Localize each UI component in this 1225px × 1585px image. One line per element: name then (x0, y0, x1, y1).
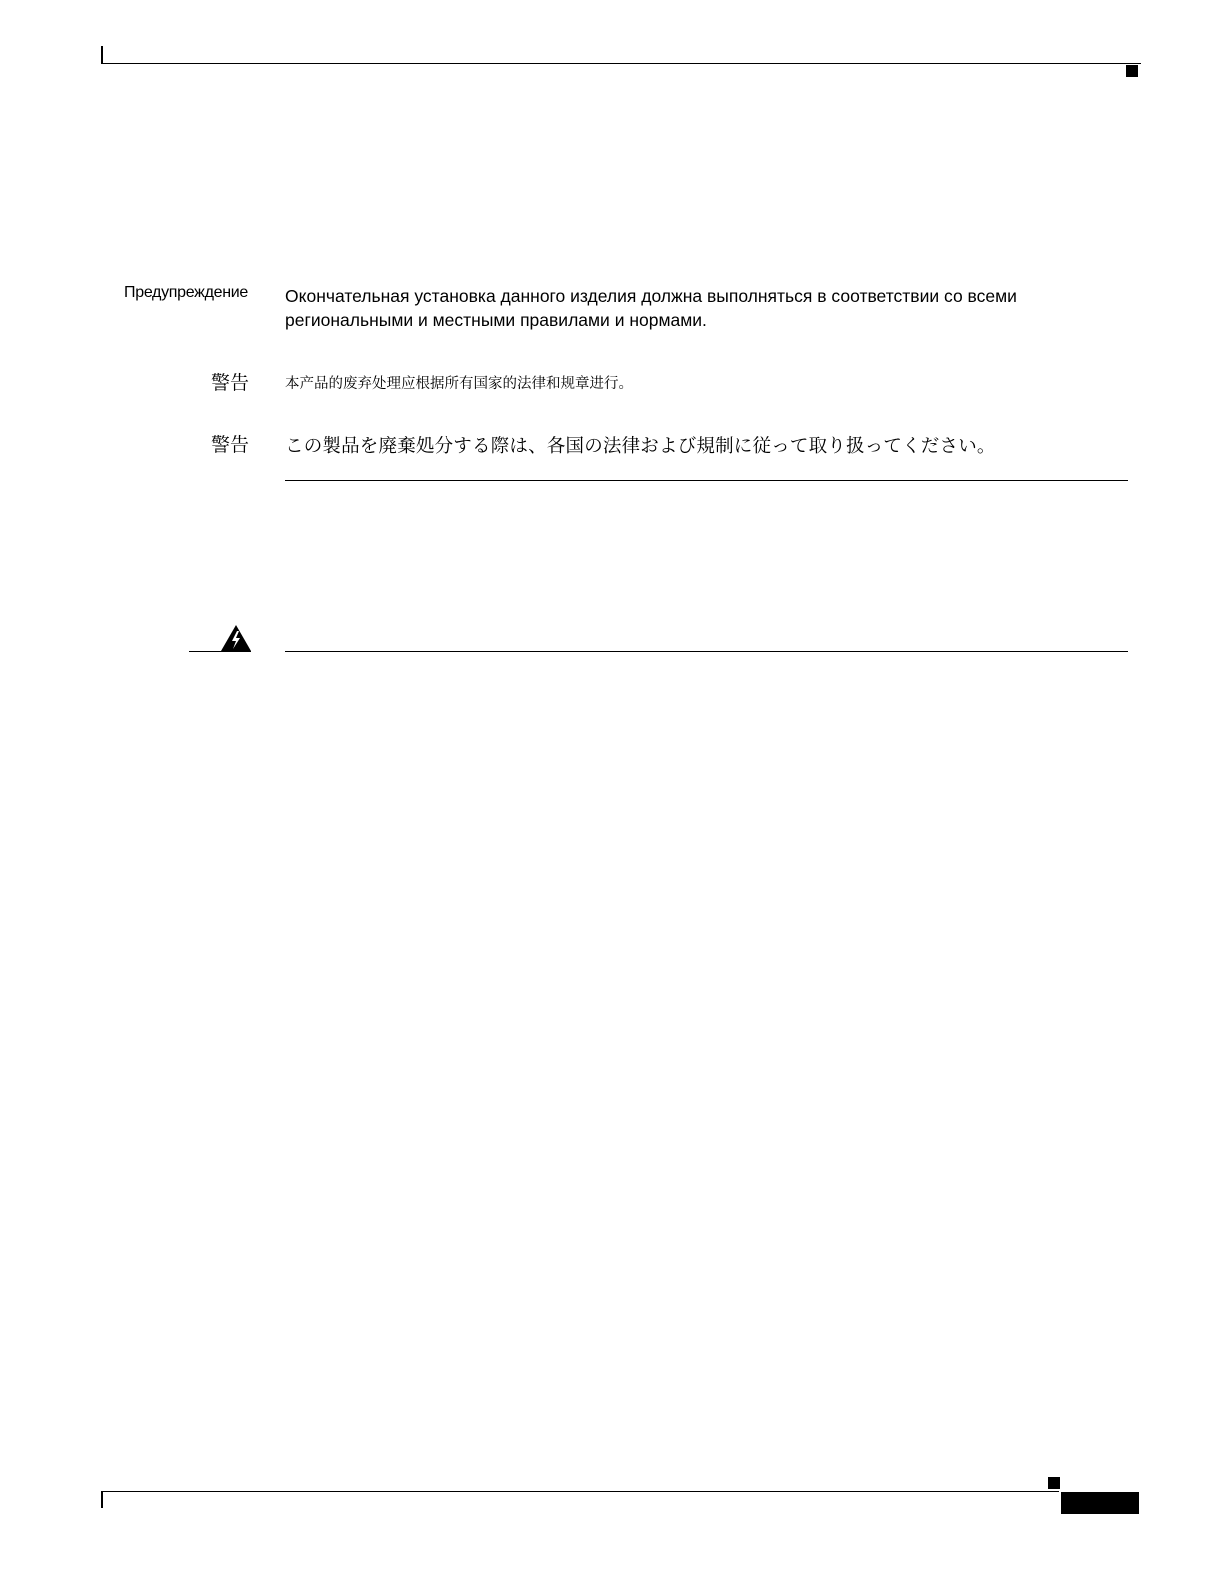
warning-triangle-icon (220, 624, 252, 652)
footer-page-tab (1061, 1492, 1139, 1514)
warning-text-japanese: この製品を廃棄処分する際は、各国の法律および規制に従って取り扱ってください。 (285, 436, 996, 457)
footer-corner-mark (1048, 1477, 1060, 1489)
section-rule-bottom (285, 651, 1128, 652)
section-rule-top (285, 480, 1128, 481)
warning-text-chinese: 本产品的废弃处理应根据所有国家的法律和规章进行。 (285, 376, 633, 392)
warning-text-russian (285, 284, 1135, 332)
warning-text-russian-line2: региональными и местными правилами и нормами. (285, 310, 707, 330)
icon-underline-rule (189, 651, 251, 652)
warning-label-chinese: 警告 (210, 372, 249, 394)
warning-text-russian-line1: Окончательная установка данного изделия должна выполняться в соответствии со всеми (285, 286, 1017, 306)
header-rule (101, 63, 1141, 64)
warning-label-russian: Предупреждение (124, 284, 248, 301)
footer-rule (101, 1491, 1059, 1492)
warning-label-japanese: 警告 (210, 434, 249, 456)
header-corner-mark (1126, 65, 1138, 77)
footer-tick (101, 1491, 103, 1508)
header-tick (101, 46, 103, 64)
